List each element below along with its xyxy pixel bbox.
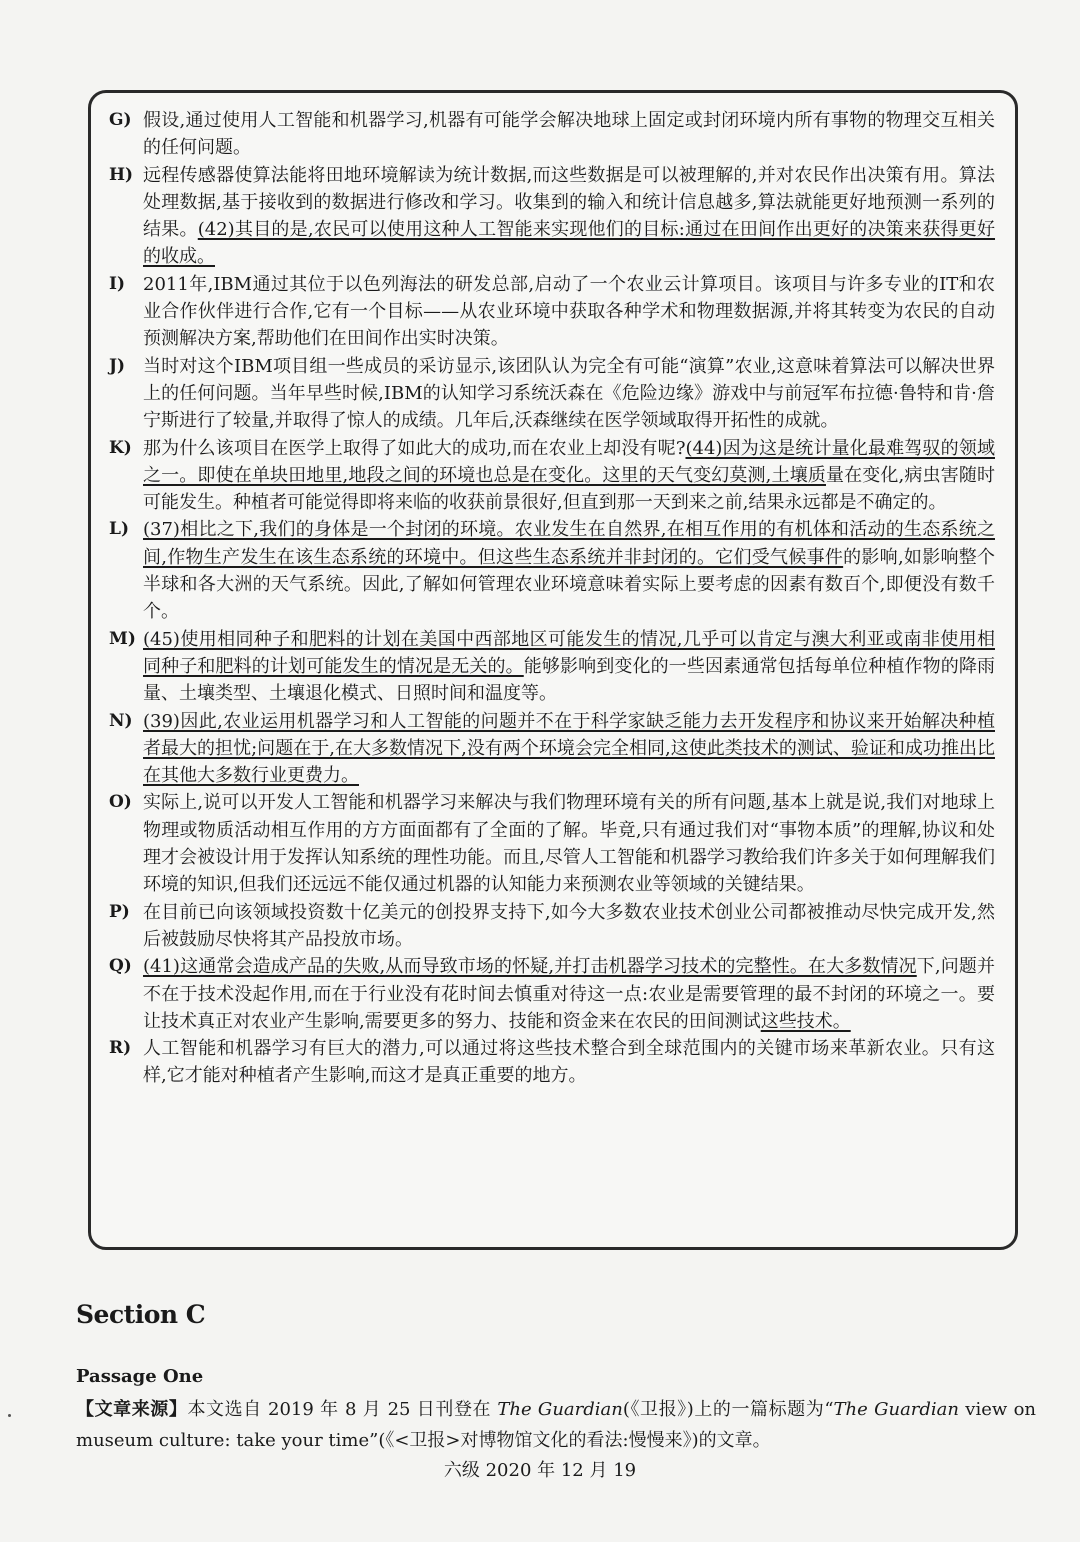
paragraph-label: Q) (109, 956, 132, 977)
underlined-sentence: (39)因此,农业运用机器学习和人工智能的问题并不在于科学家缺乏能力去开发程序和协议来开始解决种植者最大的担忧;问题在于,在大多数情况下,没有两个环境会完全相同,这使此类技术的测试、验证和成功推出比在其他大多数行业更费力。 (143, 710, 995, 787)
paragraph-m (109, 626, 995, 708)
paragraph-text (143, 353, 995, 435)
passage-title: Passage One (76, 1366, 204, 1387)
paragraph-label: M) (109, 628, 136, 649)
paragraph-text (143, 107, 995, 162)
paragraph-text (143, 435, 995, 517)
sentence: 下,问题并不在于技术没起作用,而在于行业没有花时间去慎重对待这一点:农业是需要管理的最不封闭的环境之一。要让技术真正对农业产生影响,需要更多的努力、技能和资金来在农民的田间测试 (143, 956, 995, 1032)
underlined-sentence: (37)相比之下,我们的身体是一个封闭的环境。农业发生在自然界,在相互作用的有机体和活动的生态系统之间,作物生产发生在该生态系统的环境中。但这些生态系统并非封闭的。它们受气候事件 (143, 519, 995, 568)
page-footer: 六级 2020 年 12 月 19 (443, 1460, 637, 1481)
paragraph-i (109, 271, 995, 353)
paragraph-label: P) (109, 901, 130, 922)
paragraph-n (109, 708, 995, 790)
paragraph-text (143, 899, 995, 954)
source-tag: 【文章来源】 (76, 1399, 188, 1420)
sentence: 能够影响到变化的一些因素通常包括每单位种植作物的降雨量、土壤类型、土壤退化模式、日照时间和温度等。 (143, 655, 996, 705)
paragraph-label: K) (109, 437, 132, 458)
sentence: 远程传感器使算法能将田地环境解读为统计数据,而这些数据是可以被理解的,并对农民作出决策有用。算法处理数据,基于接收到的数据进行修改和学习。收集到的输入和统计信息越多,算法就能更好地预测一系列的结果。 (143, 164, 995, 241)
paragraph-text (143, 1035, 995, 1090)
underlined-sentence: 这些技术。 (760, 1010, 851, 1032)
paragraph-label: O) (109, 792, 132, 813)
paragraph-label: I) (109, 273, 125, 294)
section-title: Section C (76, 1300, 206, 1329)
source-title-italic: The Guardian (833, 1399, 960, 1420)
paragraph-text (143, 162, 995, 271)
paragraph-label: G) (109, 110, 132, 130)
paragraph-l (109, 516, 995, 625)
source-publication: The Guardian (497, 1399, 623, 1420)
sentence: 假设,通过使用人工智能和机器学习,机器有可能学会解决地球上固定或封闭环境内所有事物的物理交互相关的任何问题。 (143, 110, 995, 159)
paragraph-label: R) (109, 1038, 132, 1059)
sentence: 当时对这个IBM项目组一些成员的采访显示,该团队认为完全有可能“演算”农业,这意味着算法可以解决世界上的任何问题。当年早些时候,IBM的认知学习系统沃森在《危险边缘》游戏中与前冠军布拉德·鲁特和肯·詹宁斯进行了较量,并取得了惊人的成绩。几年后,沃森继续在医学领域取得开拓性的成就。 (143, 355, 995, 432)
sentence: 那为什么该项目在医学上取得了如此大的成功,而在农业上却没有呢? (143, 437, 686, 459)
sentence: 量在变化,病虫害随时可能发生。种植者可能觉得即将来临的收获前景很好,但直到那一天到来之前,结果永远都是不确定的。 (143, 464, 995, 514)
sentence: 在目前已向该领域投资数十亿美元的创投界支持下,如今大多数农业技术创业公司都被推动尽快完成开发,然后被鼓励尽快将其产品投放市场。 (143, 901, 995, 950)
paragraph-text (143, 953, 995, 1035)
underlined-sentence: (42)其目的是,农民可以使用这种人工智能来实现他们的目标:通过在田间作出更好的决策来获得更好的收成。 (143, 219, 996, 268)
paragraph-text (143, 271, 995, 353)
paragraph-text (143, 516, 995, 625)
paragraph-g (109, 107, 995, 162)
paragraph-p (109, 899, 995, 954)
paragraph-label: N) (109, 710, 133, 731)
paragraph-r (109, 1035, 995, 1090)
underlined-sentence: (41)这通常会造成产品的失败,从而导致市场的怀疑,并打击机器学习技术的完整性。在大多数情况 (143, 956, 917, 978)
underlined-sentence: (44)因为这是统计量化最难驾驭的领域之一。即使在单块田地里,地段之间的环境也总是在变化。这里的天气变幻莫测,土壤质 (143, 437, 995, 486)
sentence: 人工智能和机器学习有巨大的潜力,可以通过将这些技术整合到全球范围内的关键市场来革新农业。只有这样,它才能对种植者产生影响,而这才是真正重要的地方。 (143, 1038, 995, 1087)
paragraph-text (143, 789, 995, 898)
sentence: 实际上,说可以开发人工智能和机器学习来解决与我们物理环境有关的所有问题,基本上就是说,我们对地球上物理或物质活动相互作用的方方面面都有了全面的了解。毕竟,只有通过我们对“事物本质”的理解,协议和处理才会被设计用于发挥认知系统的理性功能。而且,尽管人工智能和机器学习教给我们许多关于如何理解我们环境的知识,但我们还远远不能仅通过机器的认知能力来预测农业等领域的关键结果。 (143, 792, 995, 896)
sentence: 2011年,IBM通过其位于以色列海法的研发总部,启动了一个农业云计算项目。该项目与许多专业的IT和农业合作伙伴进行合作,它有一个目标——从农业环境中获取各种学术和物理数据源,并将其转变为农民的自动预测解决方案,帮助他们在田间作出实时决策。 (143, 273, 995, 350)
paragraph-text (143, 708, 995, 790)
paragraph-o (109, 789, 995, 898)
paragraph-j (109, 353, 995, 435)
underlined-sentence: (45)使用相同种子和肥料的计划在美国中西部地区可能发生的情况,几乎可以肯定与澳大利亚或南非使用相同种子和肥料的计划可能发生的情况是无关的。 (143, 628, 995, 677)
scan-speck (8, 1414, 11, 1417)
paragraph-q (109, 953, 995, 1035)
sentence: 的影响,如影响整个半球和各大洲的天气系统。因此,了解如何管理农业环境意味着实际上要考虑的因素有数百个,即便没有数千个。 (143, 546, 995, 623)
source-text-2: (《卫报》)上的一篇标题为“ (622, 1399, 834, 1420)
article-source (76, 1394, 1036, 1456)
paragraph-h (109, 162, 995, 271)
source-text-3: view on museum culture: take your time”(《<卫报>对博物馆文化的看法:慢慢来》)的文章。 (76, 1399, 1037, 1451)
paragraph-k (109, 435, 995, 517)
passage-box (88, 90, 1018, 1250)
paragraph-label: J) (109, 355, 126, 376)
paragraph-text (143, 626, 995, 708)
paragraph-label: L) (109, 519, 129, 540)
paragraph-label: H) (109, 164, 134, 185)
source-text-1: 本文选自 2019 年 8 月 25 日刊登在 (187, 1399, 498, 1420)
